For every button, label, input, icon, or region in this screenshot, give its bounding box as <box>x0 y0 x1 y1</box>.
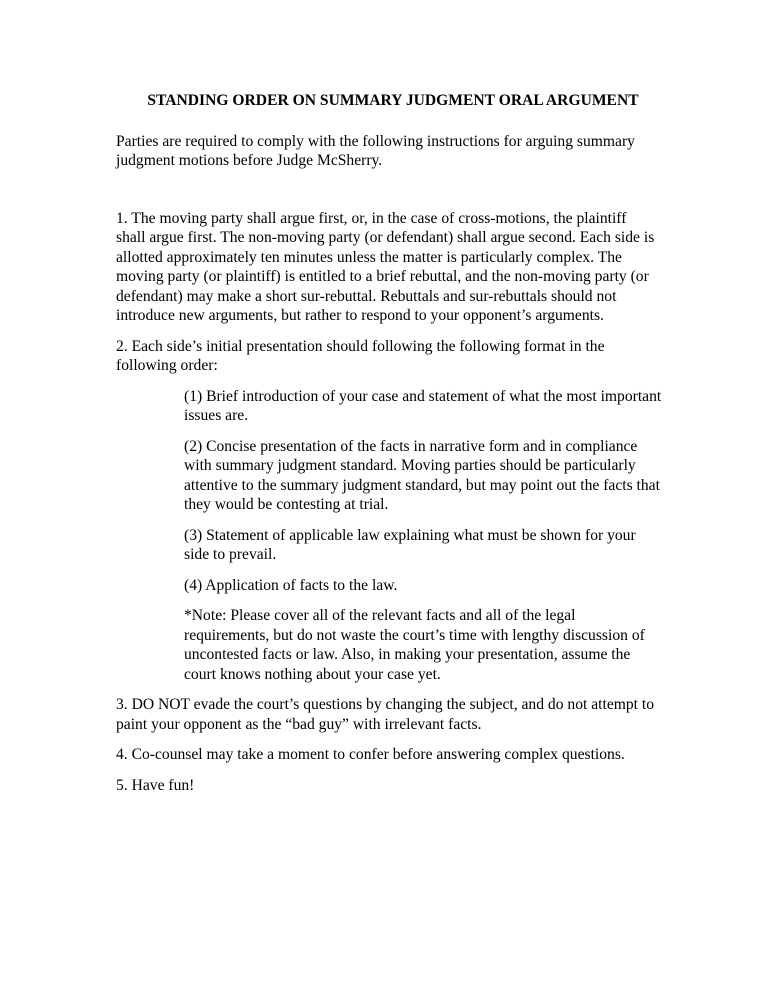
subitem-4-application: (4) Application of facts to the law. <box>184 576 398 594</box>
subitem-2-facts: (2) Concise presentation of the facts in narrative form and in compliance with summary judgment standard. Moving parties should be particularly attentive to the summary judgment standard, but may point out the facts that they would be contesting at trial. <box>184 437 660 513</box>
document-body <box>116 91 662 806</box>
subitem-3-law: (3) Statement of applicable law explaining what must be shown for your side to prevail. <box>184 526 636 563</box>
subitem-1-introduction: (1) Brief introduction of your case and statement of what the most important issues are. <box>184 387 662 424</box>
paragraph-3-court-questions: 3. DO NOT evade the court’s questions by changing the subject, and do not attempt to paint your opponent as the “bad guy” with irrelevant facts. <box>116 696 655 733</box>
intro-paragraph: Parties are required to comply with the following instructions for arguing summary judgment motions before Judge McSherry. <box>116 132 635 169</box>
paragraph-5-have-fun: 5. Have fun! <box>116 776 195 794</box>
subitem-note: *Note: Please cover all of the relevant facts and all of the legal requirements, but do not waste the court’s time with lengthy discussion of uncontested facts or law. Also, in making your presentation, assume the court knows nothing about your case yet. <box>184 607 645 683</box>
paragraph-2-presentation-format: 2. Each side’s initial presentation should following the following format in the following order: <box>116 337 605 374</box>
document-title: STANDING ORDER ON SUMMARY JUDGMENT ORAL ARGUMENT <box>147 92 639 109</box>
paragraph-4-co-counsel: 4. Co-counsel may take a moment to confer before answering complex questions. <box>116 746 625 763</box>
paragraph-1-argument-order: 1. The moving party shall argue first, or, in the case of cross-motions, the plaintiff shall argue first. The non-moving party (or defendant) shall argue second. Each side is allotted approximately ten minutes unless the matter is particularly complex. The moving party (or plaintiff) is entitled to a brief rebuttal, and the non-moving party (or defendant) may make a short sur-rebuttal. Rebuttals and sur-rebuttals should not introduce new arguments, but rather to respond to your opponent’s arguments. <box>116 209 655 324</box>
